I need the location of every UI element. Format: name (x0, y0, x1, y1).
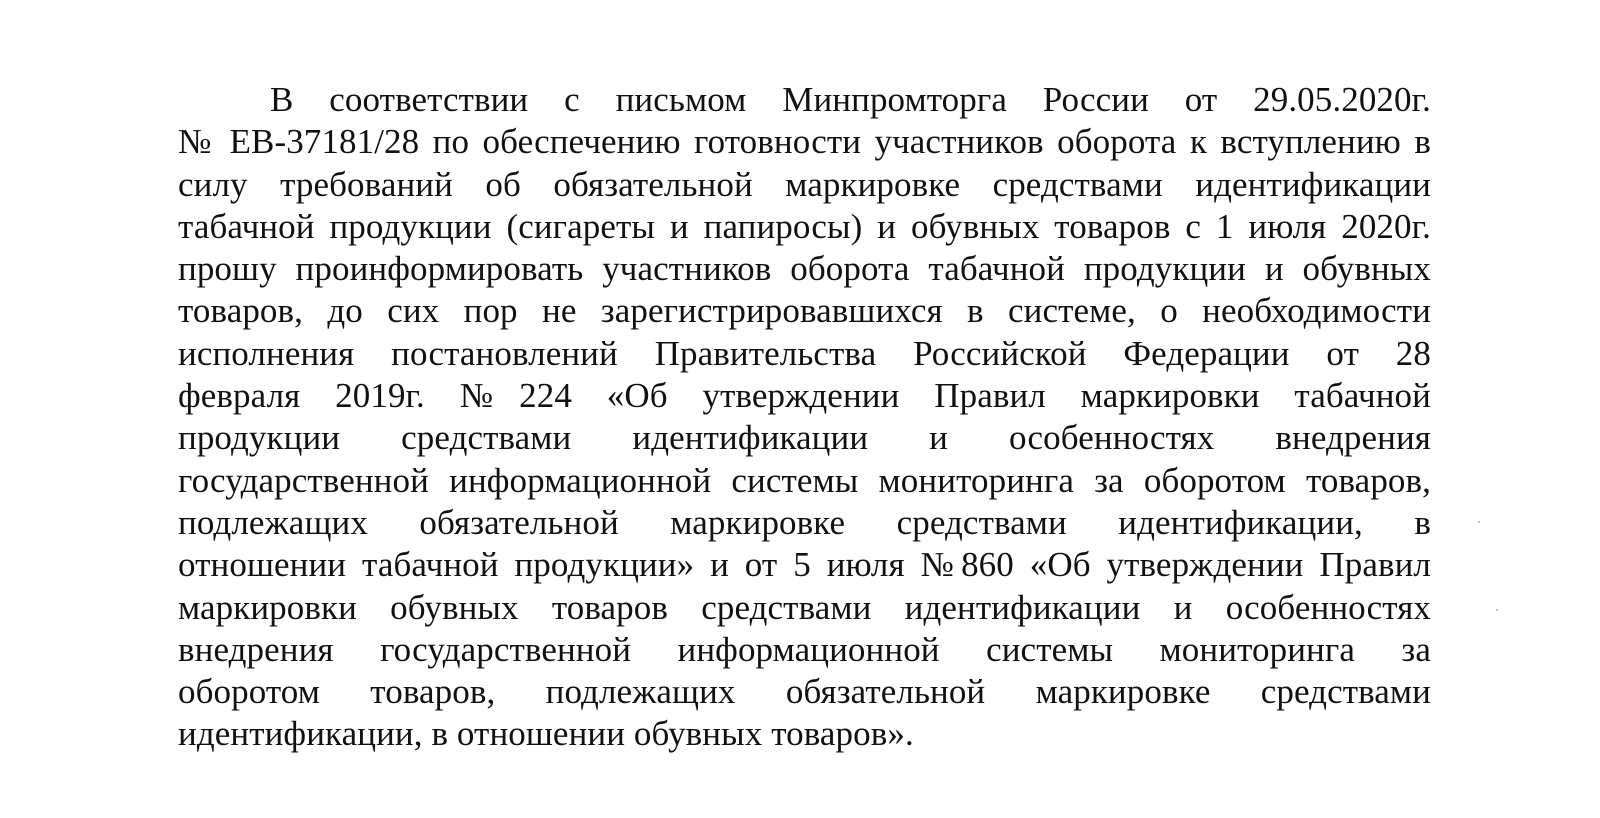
paragraph-line: оборотом товаров, подлежащих обязательной маркировке средствами (178, 672, 1431, 712)
paragraph-line: отношении табачной продукции» и от 5 июля №860 «Об утверждении Правил (178, 545, 1431, 585)
paragraph-line: товаров, до сих пор не зарегистрировавшихся в системе, о необходимости (178, 291, 1431, 331)
paragraph-line: маркировки обувных товаров средствами идентификации и особенностях (178, 587, 1431, 627)
paragraph-line: № ЕВ-37181/28 по обеспечению готовности участников оборота к вступлению в (178, 122, 1431, 162)
paragraph-line: исполнения постановлений Правительства Российской Федерации от 28 (178, 333, 1431, 373)
paragraph-line: силу требований об обязательной маркировке средствами идентификации (178, 164, 1431, 204)
paragraph-line: внедрения государственной информационной системы мониторинга за (178, 629, 1431, 669)
scan-speck (1496, 609, 1498, 611)
document-paragraph (178, 79, 1431, 756)
paragraph-line: идентификации, в отношении обувных товаров». (178, 714, 914, 754)
scan-speck (1478, 521, 1480, 523)
paragraph-line: подлежащих обязательной маркировке средствами идентификации, в (178, 502, 1431, 542)
paragraph-line: продукции средствами идентификации и особенностях внедрения (178, 418, 1431, 458)
paragraph-line: государственной информационной системы мониторинга за оборотом товаров, (178, 460, 1431, 500)
paragraph-line: табачной продукции (сигареты и папиросы) и обувных товаров с 1 июля 2020г. (178, 206, 1431, 246)
paragraph-line: прошу проинформировать участников оборота табачной продукции и обувных (178, 249, 1431, 289)
paragraph-line: В соответствии с письмом Минпромторга России от 29.05.2020г. (270, 80, 1431, 119)
paragraph-line: февраля 2019г. №224 «Об утверждении Правил маркировки табачной (178, 376, 1431, 416)
